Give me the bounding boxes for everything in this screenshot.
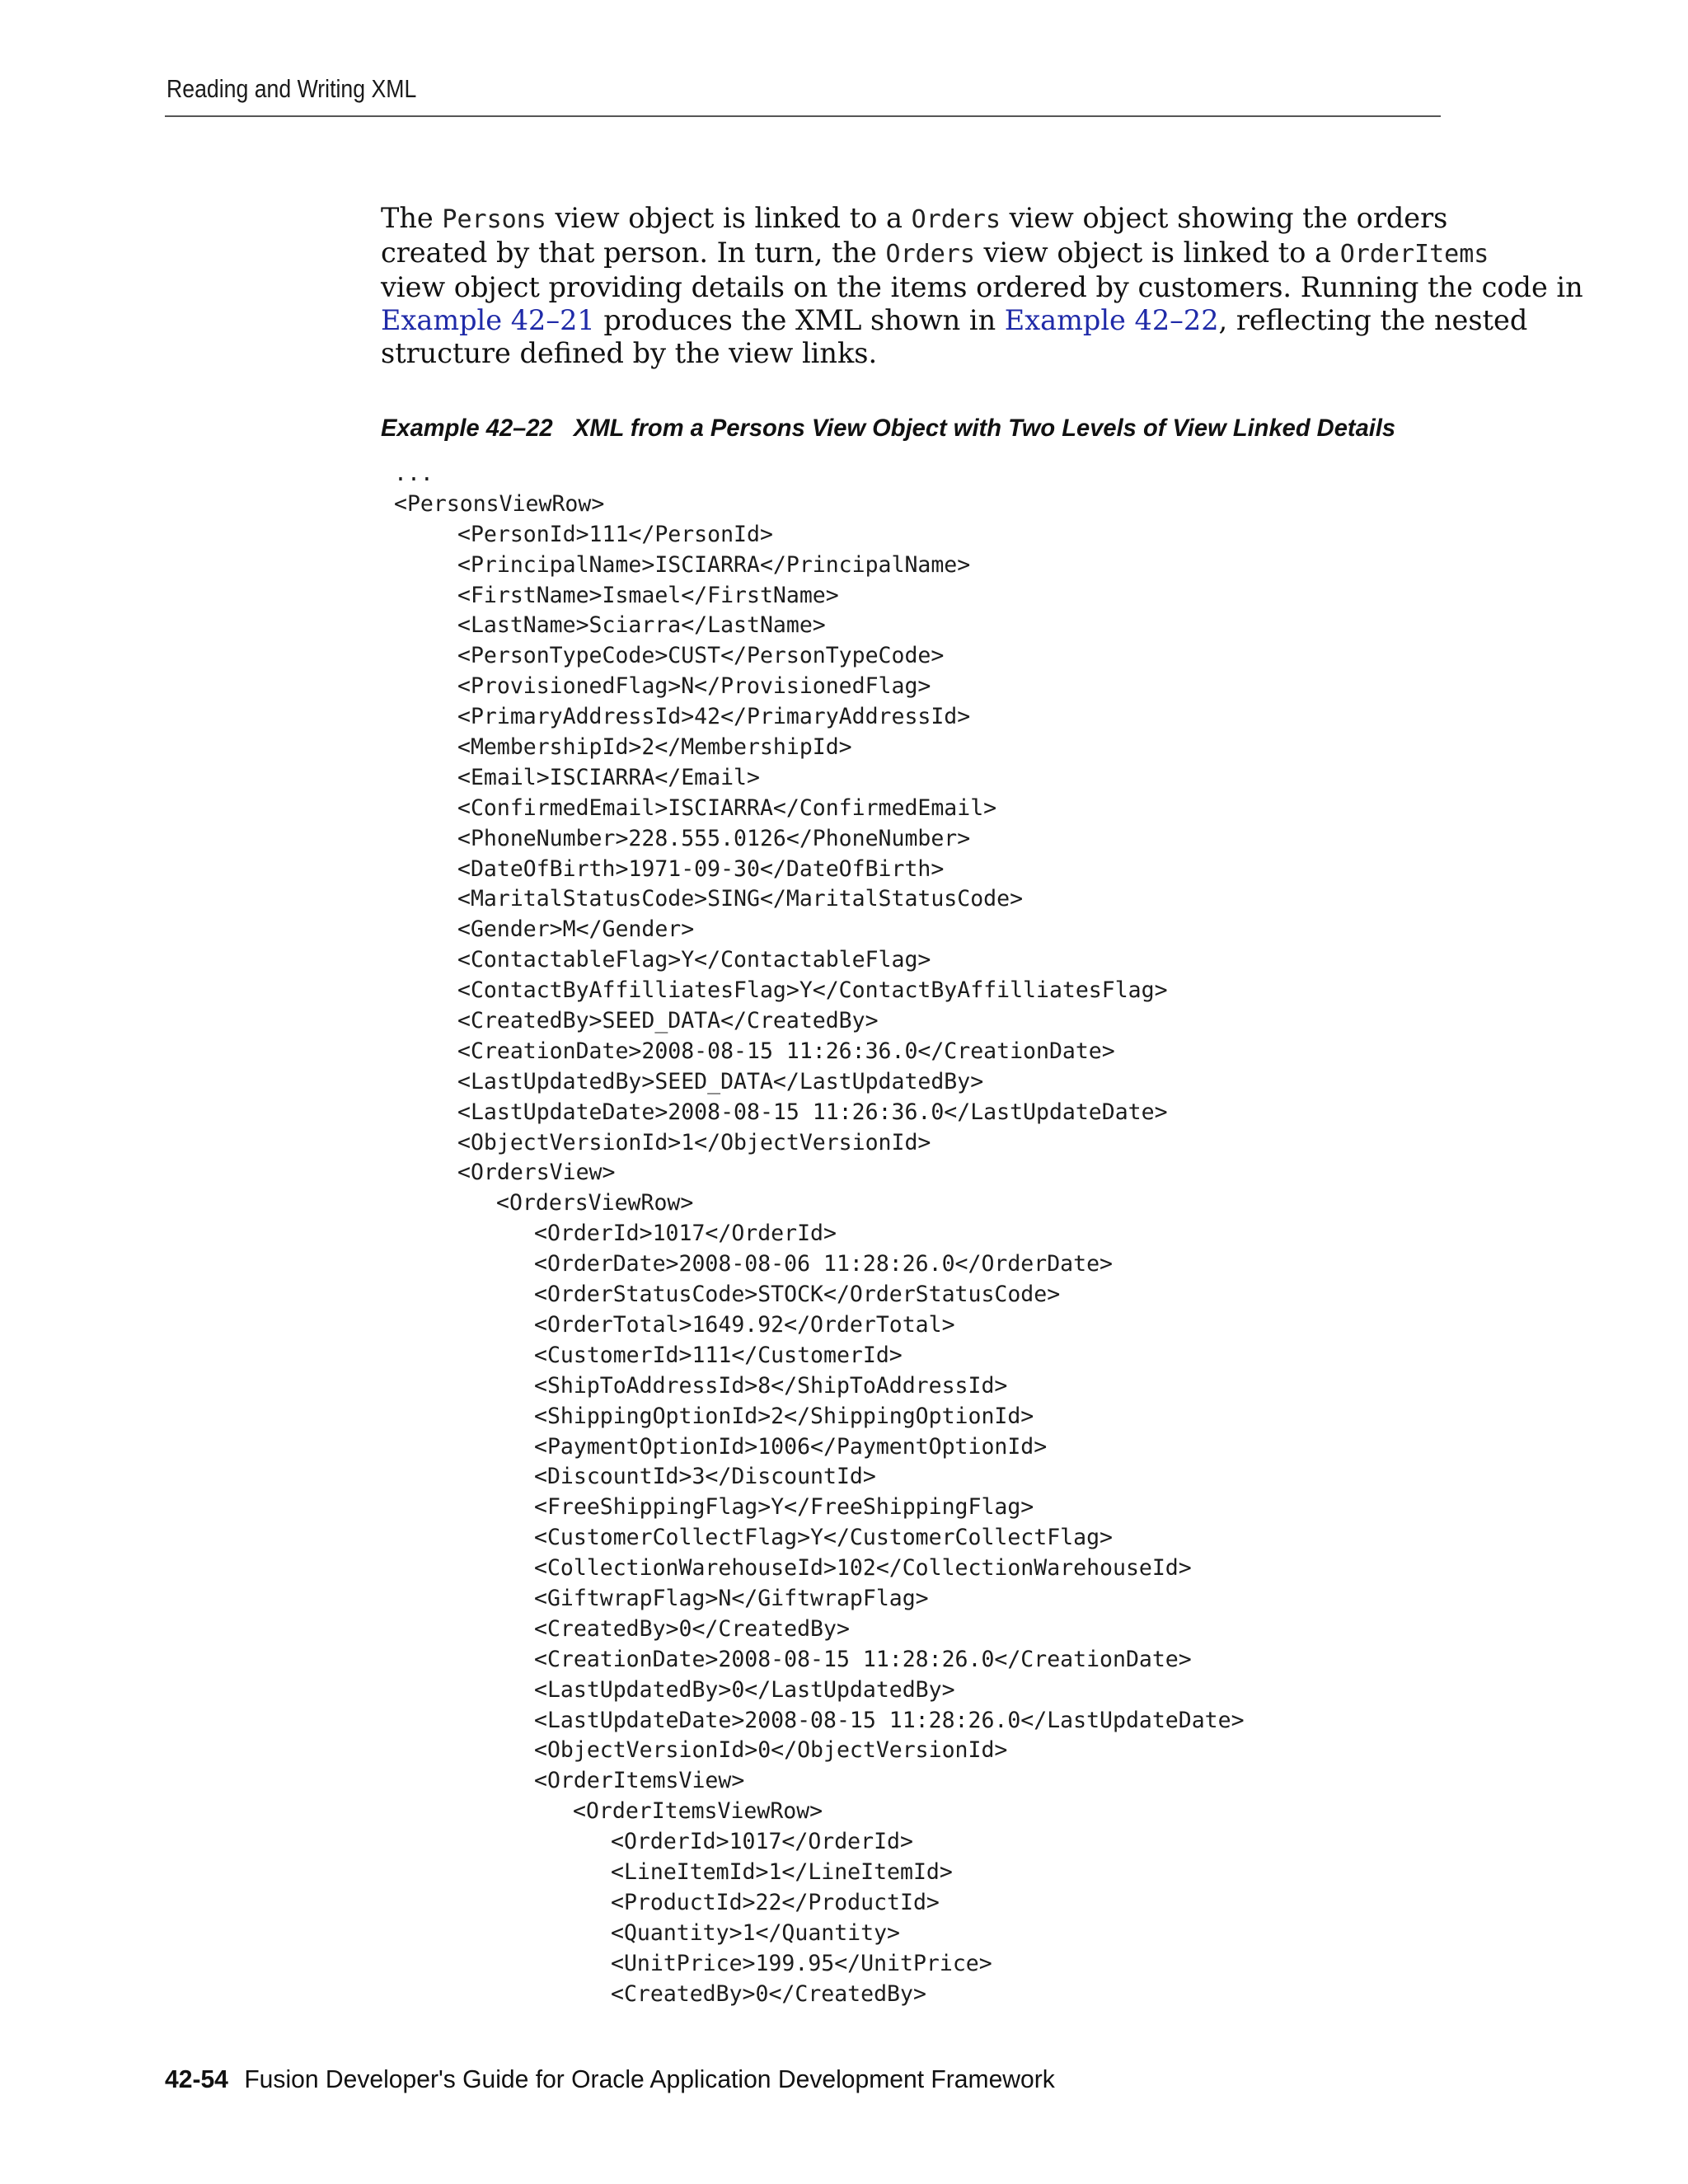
example-42-21-link[interactable]: Example 42–21 (381, 304, 595, 336)
page-number: 42-54 (165, 2064, 228, 2093)
header-divider (165, 115, 1441, 117)
intro-line-1: The Persons view object is linked to a Orders view object showing the orders (381, 202, 1448, 234)
code-line: <PersonId>111</PersonId> (457, 521, 773, 547)
code-line: <CreationDate>2008-08-15 11:26:36.0</CreationDate> (457, 1038, 1115, 1064)
code-line: <OrderTotal>1649.92</OrderTotal> (534, 1311, 955, 1338)
code-line: <MaritalStatusCode>SING</MaritalStatusCode> (457, 886, 1024, 912)
code-line: <Gender>M</Gender> (457, 916, 695, 943)
intro-line-5: structure defined by the view links. (381, 337, 878, 369)
example-number: Example 42–22 (381, 415, 553, 442)
xml-code-block (394, 459, 1245, 2009)
code-orders: Orders (911, 205, 1001, 234)
code-line: <DiscountId>3</DiscountId> (534, 1464, 876, 1490)
example-title: XML from a Persons View Object with Two Levels of View Linked Details (573, 415, 1396, 442)
code-line: <CreatedBy>0</CreatedBy> (611, 1980, 926, 2007)
code-line: <PrimaryAddressId>42</PrimaryAddressId> (457, 704, 971, 730)
code-line: <MembershipId>2</MembershipId> (457, 734, 852, 761)
intro-line-3: view object providing details on the items ordered by customers. Running the code in (381, 271, 1583, 303)
code-line: <LastUpdatedBy>SEED_DATA</LastUpdatedBy> (457, 1068, 984, 1094)
code-line: <CustomerId>111</CustomerId> (534, 1342, 903, 1368)
code-line: <ProvisionedFlag>N</ProvisionedFlag> (457, 673, 931, 700)
code-line: <Quantity>1</Quantity> (611, 1919, 900, 1946)
code-line: <ObjectVersionId>0</ObjectVersionId> (534, 1737, 1008, 1764)
example-caption (381, 415, 1395, 443)
intro-paragraph (381, 202, 1583, 370)
code-line: <PersonsViewRow> (394, 490, 605, 517)
code-line: <OrderId>1017</OrderId> (611, 1829, 913, 1855)
code-line: <UnitPrice>199.95</UnitPrice> (611, 1950, 992, 1976)
code-line: <OrdersViewRow> (496, 1190, 694, 1216)
intro-line-4: Example 42–21 produces the XML shown in Example 42–22, reflecting the nested (381, 304, 1528, 336)
intro-line-2: created by that person. In turn, the Orders view object is linked to a OrderItems (381, 237, 1489, 269)
code-line: <OrderId>1017</OrderId> (534, 1221, 837, 1247)
code-line: <ContactByAffilliatesFlag>Y</ContactByAffilliatesFlag> (457, 977, 1168, 1004)
code-line: <PrincipalName>ISCIARRA</PrincipalName> (457, 551, 971, 578)
code-line: <DateOfBirth>1971-09-30</DateOfBirth> (457, 855, 945, 882)
code-line: <OrderStatusCode>STOCK</OrderStatusCode> (534, 1282, 1061, 1308)
code-line: <OrderDate>2008-08-06 11:28:26.0</OrderDate> (534, 1251, 1113, 1277)
code-line: <CreationDate>2008-08-15 11:28:26.0</CreationDate> (534, 1646, 1192, 1672)
code-line: <CustomerCollectFlag>Y</CustomerCollectFlag> (534, 1525, 1113, 1551)
code-orderitems: OrderItems (1339, 240, 1489, 269)
code-persons: Persons (442, 205, 546, 234)
code-line: <PersonTypeCode>CUST</PersonTypeCode> (457, 643, 945, 669)
code-line: <FreeShippingFlag>Y</FreeShippingFlag> (534, 1494, 1034, 1521)
code-line: <ObjectVersionId>1</ObjectVersionId> (457, 1129, 931, 1155)
code-line: <LastName>Sciarra</LastName> (457, 612, 826, 639)
code-line: <LastUpdateDate>2008-08-15 11:26:36.0</LastUpdateDate> (457, 1099, 1168, 1125)
code-line: <CollectionWarehouseId>102</CollectionWarehouseId> (534, 1555, 1192, 1582)
code-line: <OrderItemsViewRow> (573, 1798, 823, 1825)
code-line: <Email>ISCIARRA</Email> (457, 764, 760, 790)
book-title: Fusion Developer's Guide for Oracle Application Development Framework (244, 2064, 1055, 2093)
code-line: <ContactableFlag>Y</ContactableFlag> (457, 947, 931, 973)
code-line: <ProductId>22</ProductId> (611, 1889, 940, 1915)
code-line: <GiftwrapFlag>N</GiftwrapFlag> (534, 1585, 929, 1611)
code-line: <CreatedBy>0</CreatedBy> (534, 1615, 850, 1642)
code-line: <ConfirmedEmail>ISCIARRA</ConfirmedEmail> (457, 794, 997, 821)
code-orders: Orders (885, 240, 975, 269)
code-line: <PhoneNumber>228.555.0126</PhoneNumber> (457, 825, 971, 851)
code-line: <OrderItemsView> (534, 1768, 745, 1794)
code-line: <LastUpdatedBy>0</LastUpdatedBy> (534, 1676, 955, 1703)
code-line: <PaymentOptionId>1006</PaymentOptionId> (534, 1433, 1048, 1460)
code-line: <FirstName>Ismael</FirstName> (457, 582, 839, 608)
code-line: ... (394, 461, 434, 486)
code-line: <LineItemId>1</LineItemId> (611, 1858, 953, 1885)
code-line: <CreatedBy>SEED_DATA</CreatedBy> (457, 1008, 879, 1034)
running-header: Reading and Writing XML (166, 74, 417, 103)
code-line: <ShipToAddressId>8</ShipToAddressId> (534, 1372, 1008, 1399)
code-line: <ShippingOptionId>2</ShippingOptionId> (534, 1403, 1034, 1429)
code-line: <LastUpdateDate>2008-08-15 11:28:26.0</LastUpdateDate> (534, 1707, 1245, 1733)
code-line: <OrdersView> (457, 1160, 616, 1186)
page-footer (165, 2064, 1055, 2094)
example-42-22-link[interactable]: Example 42–22 (1004, 304, 1219, 336)
